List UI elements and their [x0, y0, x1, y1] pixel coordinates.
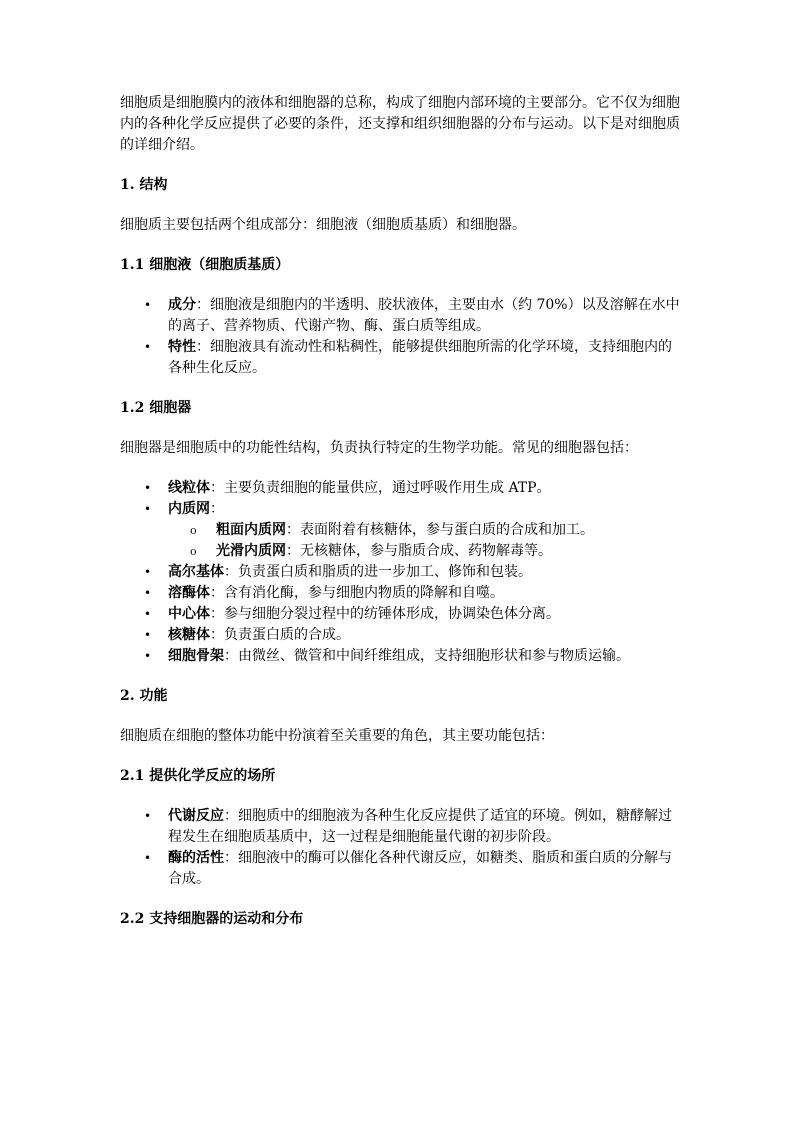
list-item-term: 特性 [168, 339, 196, 355]
circle-bullet-icon: o [190, 545, 197, 558]
bullet-icon: • [144, 481, 152, 495]
list-item-text: ：参与细胞分裂过程中的纺锤体形成，协调染色体分离。 [210, 606, 560, 622]
sublist-item [168, 541, 680, 562]
subsection-heading-organelles: 1.2 细胞器 [120, 400, 192, 416]
list-item-text: ：负责蛋白质的合成。 [210, 627, 350, 643]
bullet-icon: • [144, 565, 152, 579]
list-item [120, 478, 680, 499]
sublist-item-text: ：表面附着有核糖体，参与蛋白质的合成和加工。 [286, 522, 594, 538]
organelles-paragraph: 细胞器是细胞质中的功能性结构，负责执行特定的生物学功能。常见的细胞器包括： [120, 440, 638, 456]
bullet-icon: • [144, 607, 152, 621]
function-paragraph: 细胞质在细胞的整体功能中扮演着至关重要的角色，其主要功能包括： [120, 728, 554, 744]
list-item [120, 295, 680, 337]
section-heading-function: 2. 功能 [120, 688, 168, 704]
list-item-term: 内质网 [168, 501, 210, 517]
bullet-icon: • [144, 809, 152, 823]
list-item-text: ：由微丝、微管和中间纤维组成，支持细胞形状和参与物质运输。 [224, 648, 630, 664]
list-item-text: ：细胞液中的酶可以催化各种代谢反应，如糖类、脂质和蛋白质的分解与合成。 [168, 850, 672, 887]
list-item [120, 646, 680, 667]
bullet-icon: • [144, 340, 152, 354]
list-item-term: 高尔基体 [168, 564, 224, 580]
list-item-text: ：主要负责细胞的能量供应，通过呼吸作用生成 ATP。 [210, 480, 551, 496]
bullet-icon: • [144, 586, 152, 600]
list-item-text: ：负责蛋白质和脂质的进一步加工、修饰和包装。 [224, 564, 532, 580]
list-item-text: ：细胞液是细胞内的半透明、胶状液体，主要由水（约 70%）以及溶解在水中的离子、营养物质、代谢产物、酶、蛋白质等组成。 [168, 297, 680, 334]
list-item-term: 成分 [168, 297, 196, 313]
section-heading-structure: 1. 结构 [120, 177, 168, 193]
bullet-icon: • [144, 649, 152, 663]
subsection-heading-reaction-site: 2.1 提供化学反应的场所 [120, 768, 276, 784]
list-item-term: 中心体 [168, 606, 210, 622]
list-item [120, 562, 680, 583]
list-item-term: 酶的活性 [168, 850, 224, 866]
er-sublist [168, 520, 680, 562]
list-item-term: 溶酶体 [168, 585, 210, 601]
list-item [120, 583, 680, 604]
subsection-heading-cytosol: 1.1 细胞液（细胞质基质） [120, 257, 290, 273]
bullet-icon: • [144, 502, 152, 516]
bullet-icon: • [144, 298, 152, 312]
list-item [120, 604, 680, 625]
list-item-term: 线粒体 [168, 480, 210, 496]
list-item [120, 806, 680, 848]
list-item-text: ：含有消化酶，参与细胞内物质的降解和自噬。 [210, 585, 504, 601]
sublist-item-text: ：无核糖体，参与脂质合成、药物解毒等。 [286, 543, 552, 559]
reaction-site-list [120, 806, 680, 890]
cytosol-list [120, 295, 680, 379]
list-item-text: ： [210, 501, 224, 517]
sublist-item-term: 光滑内质网 [216, 543, 286, 559]
structure-paragraph: 细胞质主要包括两个组成部分：细胞液（细胞质基质）和细胞器。 [120, 217, 526, 233]
bullet-icon: • [144, 628, 152, 642]
subsection-heading-organelle-support: 2.2 支持细胞器的运动和分布 [120, 911, 304, 927]
list-item-text: ：细胞液具有流动性和粘稠性，能够提供细胞所需的化学环境，支持细胞内的各种生化反应。 [168, 339, 672, 376]
list-item-term: 细胞骨架 [168, 648, 224, 664]
organelles-list [120, 478, 680, 667]
list-item [120, 848, 680, 890]
sublist-item-term: 粗面内质网 [216, 522, 286, 538]
list-item [120, 499, 680, 562]
list-item-text: ：细胞质中的细胞液为各种生化反应提供了适宜的环境。例如，糖酵解过程发生在细胞质基质中，这一过程是细胞能量代谢的初步阶段。 [168, 808, 672, 845]
circle-bullet-icon: o [190, 524, 197, 537]
list-item [120, 625, 680, 646]
list-item-term: 代谢反应 [168, 808, 224, 824]
document-page [120, 93, 680, 949]
list-item-term: 核糖体 [168, 627, 210, 643]
bullet-icon: • [144, 851, 152, 865]
list-item [120, 337, 680, 379]
sublist-item [168, 520, 680, 541]
intro-paragraph: 细胞质是细胞膜内的液体和细胞器的总称，构成了细胞内部环境的主要部分。它不仅为细胞内的各种化学反应提供了必要的条件，还支撑和组织细胞器的分布与运动。以下是对细胞质的详细介绍。 [120, 95, 680, 153]
